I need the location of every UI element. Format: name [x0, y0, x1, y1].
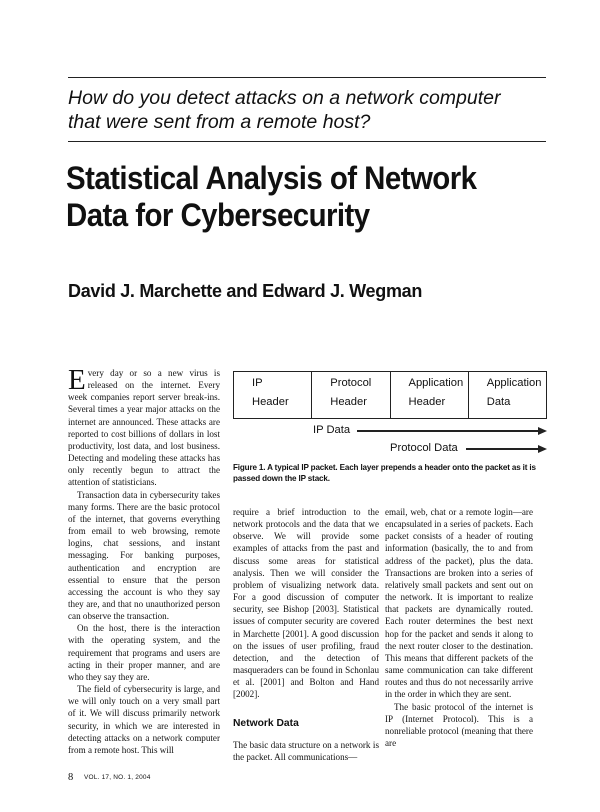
article-title: Statistical Analysis of Network Data for Cybersecurity [66, 160, 477, 233]
protocol-data-label: Protocol Data [390, 442, 458, 454]
authors: David J. Marchette and Edward J. Wegman [68, 281, 423, 301]
ip-data-arrowhead [538, 427, 547, 435]
column-2 [233, 506, 379, 763]
cell-ip-header [234, 372, 312, 418]
col1-paragraph-2: Transaction data in cybersecurity takes many forms. There are the basic protocol of the internet, that governs everything from email to web browsing, remote logins, chat sessions, and instant messaging. For banking purposes, authentication and encryption are essential to ensure that the person accessing the account is who they say they are, and that no unauthorized person can observe the transaction. [68, 489, 220, 622]
col2-paragraph-2: The basic data structure on a network is the packet. All communications— [233, 739, 379, 762]
cell-application-header [391, 372, 469, 418]
cell-label: Data [486, 396, 511, 408]
col1-paragraph-4: The field of cybersecurity is large, and we will only touch on a very small part of it. We will discuss primarily network security, in which we are interested in detecting attacks on a network computer from a remote host. This will [68, 684, 220, 755]
col1-paragraph-3: On the host, there is the interaction with the operating system, and the requirement that programs and users are acting in their proper manner, and are who they say they are. [68, 623, 220, 682]
cell-application-data [469, 372, 546, 418]
cell-label: Application [486, 377, 542, 389]
deck-rule [68, 141, 546, 142]
cell-label: Application [408, 377, 464, 389]
col3-paragraph-2: The basic protocol of the internet is IP (Internet Protocol). This is a nonreliable protocol (meaning that there are [385, 701, 533, 748]
cell-label: Header [252, 396, 289, 408]
col2-paragraph-1: require a brief introduction to the network protocols and the data that we observe. We will provide some examples of attacks from the past and discuss some areas for statistical analysis. Then we will consider the problem of visualizing network data. For a good discussion of computer security, see Bishop [2003]. Statistical issues of computer security are covered in Marchette [2001]. A good discussion on the issues of user profiling, fraud detection, and the detection of masqueraders can be found in Schonlau et al. [2001] and Bolton and Hand [2002]. [233, 507, 379, 700]
cell-label: Header [408, 396, 446, 408]
protocol-data-arrow-line [466, 448, 538, 450]
section-heading-network-data: Network Data [233, 717, 299, 729]
figure-caption: Figure 1. A typical IP packet. Each layer prepends a header onto the packet as it is passed down the IP stack. [233, 463, 536, 483]
column-1 [68, 364, 220, 756]
cell-protocol-header [312, 372, 390, 418]
top-rule [68, 77, 546, 78]
col1-paragraph-1: very day or so a new virus is released on the internet. Every week companies report server break-ins. Several times a year major attacks on the internet are announced. These attacks are reported to cost billions of dollars in lost productivity, lost data, and lost business. Detecting and modeling these attacks has only recently begun to attract the attention of statisticians. [68, 368, 220, 488]
article-deck: How do you detect attacks on a network computer that were sent from a remote host? [68, 87, 501, 133]
page-number: 8 [68, 772, 74, 783]
intro-paragraph [68, 364, 220, 489]
column-3 [385, 506, 533, 749]
cell-label: Header [330, 396, 367, 408]
cell-label: IP [252, 377, 263, 389]
cell-label: Protocol [330, 377, 372, 389]
col3-paragraph-1: email, web, chat or a remote login—are encapsulated in a series of packets. Each packet consists of a header of routing information (basically, the to and from address of the packet), plus the data. Transactions are broken into a series of relatively small packets and sent out on the network. It is important to realize that packets are dynamically routed. Each router determines the best next hop for the packet and sends it along to the next router closer to the destination. This means that different packets of the same communication can take different routes and thus do not necessarily arrive in the order in which they are sent. [385, 507, 533, 700]
volume-info: VOL. 17, NO. 1, 2004 [84, 774, 151, 781]
ip-data-arrow-line [357, 430, 538, 432]
ip-data-label: IP Data [313, 424, 351, 436]
protocol-data-arrowhead [538, 445, 547, 453]
packet-diagram [233, 371, 547, 419]
drop-cap: E [68, 364, 86, 396]
